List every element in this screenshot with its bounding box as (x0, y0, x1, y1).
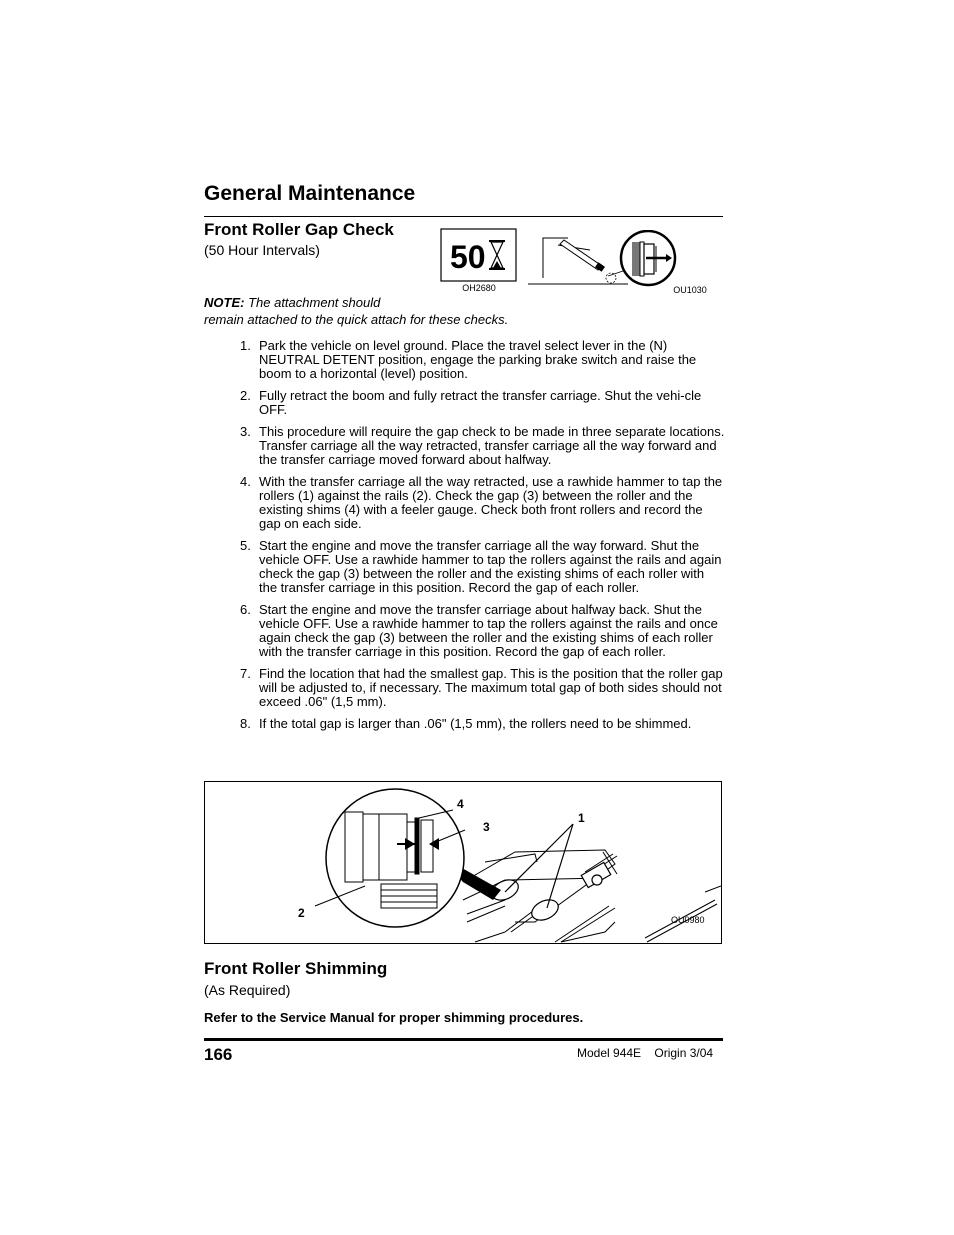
step-number: 4. (240, 474, 251, 489)
list-item (240, 425, 725, 467)
step-number: 5. (240, 538, 251, 553)
note-text-2: remain attached to the quick attach for these checks. (204, 312, 509, 327)
section-title: General Maintenance (204, 182, 416, 205)
interval-text: (50 Hour Intervals) (204, 242, 320, 258)
list-item (240, 667, 725, 709)
step-text: Start the engine and move the transfer carriage all the way forward. Shut the vehicle OFF. Use a rawhide hammer to tap the rollers against the rails and again check the gap (3) between the roller and the existing shims of each roller with the transfer carriage in this position. Record the gap of each roller. (259, 538, 722, 595)
list-item (240, 717, 725, 731)
callout-1: 1 (578, 811, 585, 825)
list-item (240, 539, 725, 595)
subsection-title-gap-check: Front Roller Gap Check (204, 220, 394, 239)
list-item (240, 339, 725, 381)
step-text: Start the engine and move the transfer carriage about halfway back. Shut the vehicle OFF. Use a rawhide hammer to tap the rollers against the rails and once again check the gap (3) between the roller and the existing shims of each roller with the transfer carriage in this position. Record the gap of each roller. (259, 602, 718, 659)
boom-roller-icon (528, 230, 712, 296)
subsection-title-shimming: Front Roller Shimming (204, 959, 388, 978)
step-text: With the transfer carriage all the way retracted, use a rawhide hammer to tap the rollers (1) against the rails (2). Check the gap (3) between the roller and the existing shims (4) with a feeler gauge. Check both front rollers and record the gap on each side. (259, 474, 723, 531)
list-item (240, 475, 725, 531)
roller-gap-figure (204, 781, 722, 944)
callout-3: 3 (483, 820, 490, 834)
figure-caption: OU0980 (671, 915, 705, 925)
hour-interval-icon (440, 228, 518, 294)
step-text: Fully retract the boom and fully retract the transfer carriage. Shut the vehi-cle OFF. (259, 388, 702, 417)
footer-info (577, 1046, 713, 1060)
step-number: 3. (240, 424, 251, 439)
step-text: This procedure will require the gap check to be made in three separate locations. Transfer carriage all the way retracted, transfer carriage all the way forward and the transfer carriage moved forward about halfway. (259, 424, 725, 467)
list-item (240, 603, 725, 659)
interval-text-shimming: (As Required) (204, 982, 291, 998)
icon-caption-ou1030: OU1030 (673, 285, 707, 295)
note-label: NOTE: (204, 295, 245, 310)
hour-number: 50 (450, 239, 486, 275)
header-rule (204, 216, 723, 217)
step-text: Find the location that had the smallest gap. This is the position that the roller gap will be adjusted to, if necessary. The maximum total gap of both sides should not exceed .06" (1,5 mm). (259, 666, 723, 709)
note (204, 294, 624, 328)
note-text-1: The attachment should (248, 295, 381, 310)
list-item (240, 389, 725, 417)
icon-caption-oh2680: OH2680 (462, 283, 496, 293)
step-text: Park the vehicle on level ground. Place the travel select lever in the (N) NEUTRAL DETENT position, engage the parking brake switch and raise the boom to a horizontal (level) position. (259, 338, 697, 381)
footer-origin: Origin 3/04 (654, 1046, 714, 1060)
step-text: If the total gap is larger than .06" (1,5 mm), the rollers need to be shimmed. (259, 716, 692, 731)
service-manual-reference: Refer to the Service Manual for proper shimming procedures. (204, 1010, 584, 1025)
roller-gap-diagram (205, 782, 721, 943)
step-number: 6. (240, 602, 251, 617)
page-number: 166 (204, 1045, 233, 1064)
callout-2: 2 (298, 906, 305, 920)
step-number: 8. (240, 716, 251, 731)
procedure-steps (240, 339, 725, 739)
footer-rule (204, 1038, 723, 1041)
step-number: 1. (240, 338, 251, 353)
callout-4: 4 (457, 797, 464, 811)
footer-model: Model 944E (577, 1046, 642, 1060)
step-number: 7. (240, 666, 251, 681)
step-number: 2. (240, 388, 251, 403)
